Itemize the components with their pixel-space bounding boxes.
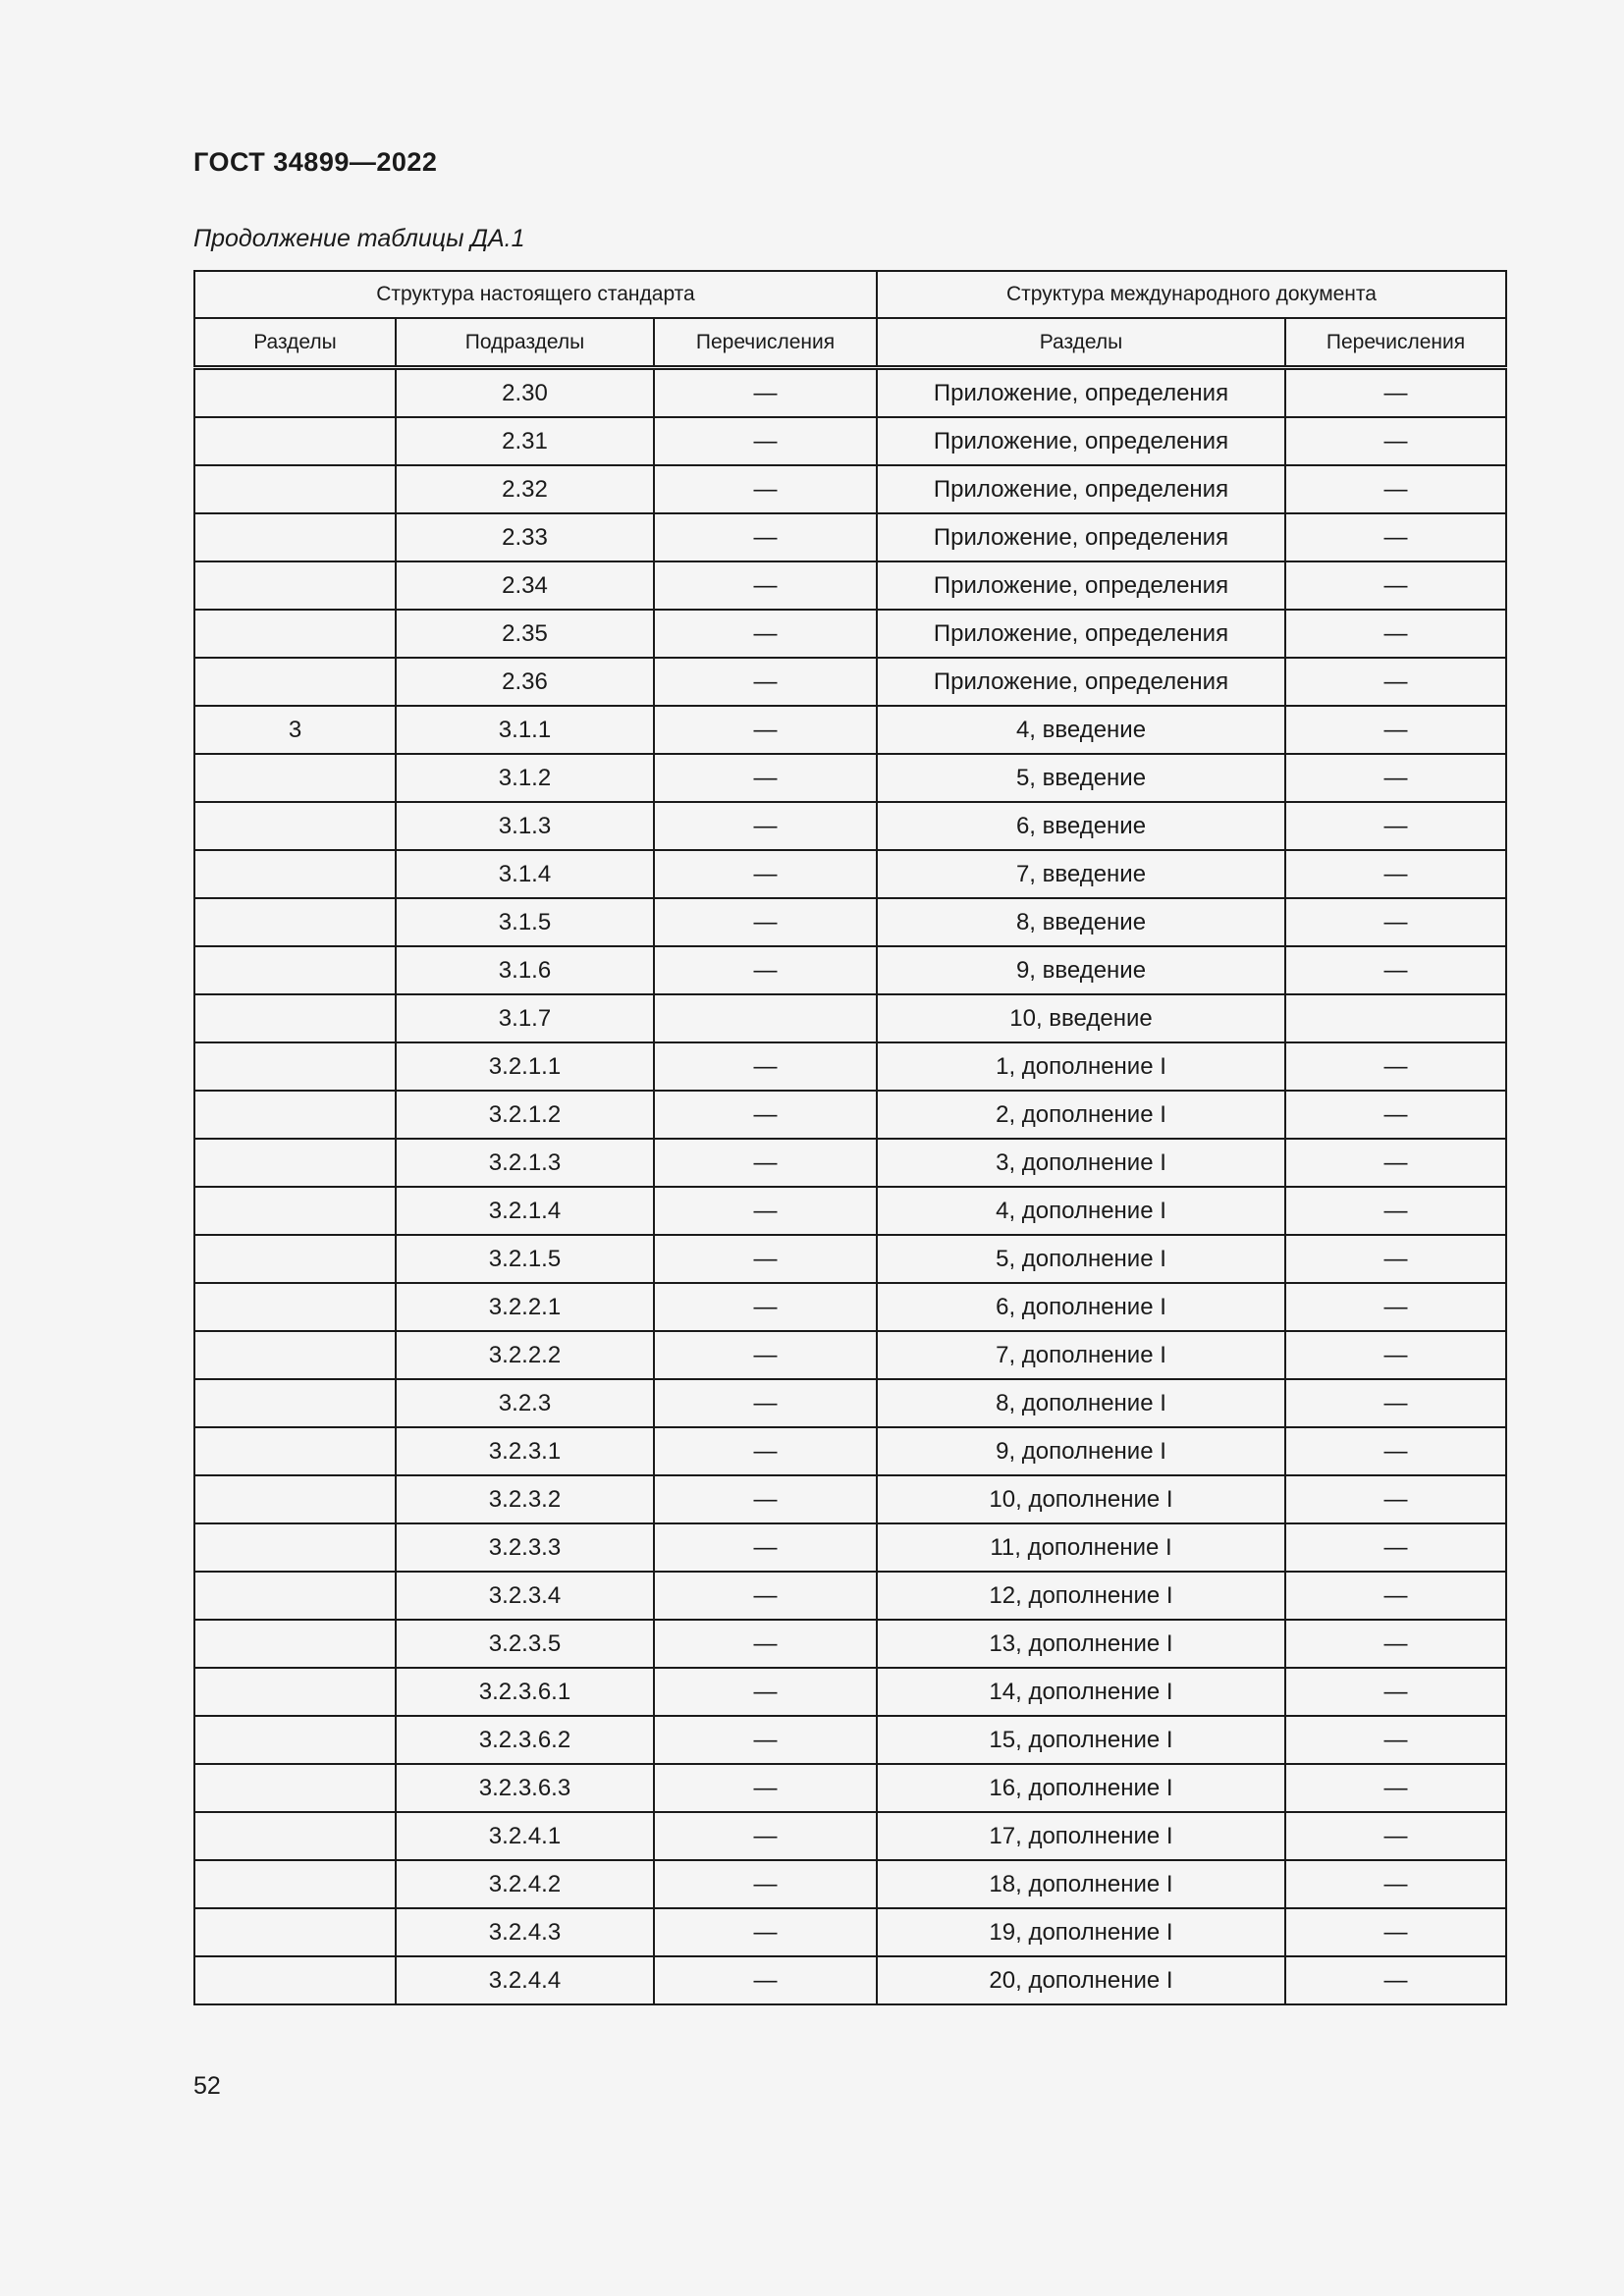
table-row bbox=[194, 1620, 1506, 1668]
table-row bbox=[194, 610, 1506, 658]
table-cell bbox=[194, 1572, 396, 1620]
table-cell bbox=[194, 994, 396, 1042]
table-cell: 3.2.2.2 bbox=[396, 1331, 654, 1379]
table-cell: — bbox=[1285, 1139, 1506, 1187]
column-header: Перечисления bbox=[1285, 318, 1506, 368]
table-cell: — bbox=[1285, 1091, 1506, 1139]
table-cell: 9, дополнение I bbox=[877, 1427, 1285, 1475]
table-cell: — bbox=[654, 754, 877, 802]
table-row bbox=[194, 1668, 1506, 1716]
table-row bbox=[194, 1283, 1506, 1331]
table-cell bbox=[194, 368, 396, 418]
table-cell: 3.1.7 bbox=[396, 994, 654, 1042]
table-cell bbox=[194, 1475, 396, 1523]
table-cell: 4, дополнение I bbox=[877, 1187, 1285, 1235]
table-cell: 3.1.2 bbox=[396, 754, 654, 802]
table-cell bbox=[194, 1860, 396, 1908]
table-cell: 19, дополнение I bbox=[877, 1908, 1285, 1956]
table-cell: — bbox=[1285, 1620, 1506, 1668]
table-row bbox=[194, 1716, 1506, 1764]
table-row bbox=[194, 1523, 1506, 1572]
table-cell: 2.36 bbox=[396, 658, 654, 706]
table-cell: — bbox=[654, 368, 877, 418]
table-cell bbox=[194, 513, 396, 561]
table-cell: — bbox=[1285, 850, 1506, 898]
table-cell bbox=[194, 802, 396, 850]
table-cell: 2.30 bbox=[396, 368, 654, 418]
table-row bbox=[194, 1764, 1506, 1812]
table-row bbox=[194, 368, 1506, 418]
table-cell bbox=[194, 1235, 396, 1283]
table-cell: 2.35 bbox=[396, 610, 654, 658]
table-cell bbox=[194, 1379, 396, 1427]
table-cell: — bbox=[654, 1283, 877, 1331]
table-cell: 11, дополнение I bbox=[877, 1523, 1285, 1572]
table-cell: 4, введение bbox=[877, 706, 1285, 754]
table-cell: 17, дополнение I bbox=[877, 1812, 1285, 1860]
table-cell: 10, дополнение I bbox=[877, 1475, 1285, 1523]
table-cell: — bbox=[1285, 1427, 1506, 1475]
table-cell: — bbox=[1285, 946, 1506, 994]
table-cell: 18, дополнение I bbox=[877, 1860, 1285, 1908]
table-cell: 3.2.1.1 bbox=[396, 1042, 654, 1091]
table-cell: — bbox=[654, 1187, 877, 1235]
table-row bbox=[194, 1475, 1506, 1523]
table-cell: Приложение, определения bbox=[877, 658, 1285, 706]
table-cell: 7, введение bbox=[877, 850, 1285, 898]
table-cell: — bbox=[654, 465, 877, 513]
correspondence-table bbox=[193, 270, 1507, 2005]
table-cell: — bbox=[1285, 658, 1506, 706]
table-cell: — bbox=[654, 1716, 877, 1764]
table-cell: 2.33 bbox=[396, 513, 654, 561]
table-cell: Приложение, определения bbox=[877, 561, 1285, 610]
table-cell: 3.2.3.3 bbox=[396, 1523, 654, 1572]
table-cell: — bbox=[654, 561, 877, 610]
document-title: ГОСТ 34899—2022 bbox=[193, 147, 438, 177]
table-cell: 7, дополнение I bbox=[877, 1331, 1285, 1379]
table-row bbox=[194, 1331, 1506, 1379]
table-row bbox=[194, 1042, 1506, 1091]
table-cell: 5, дополнение I bbox=[877, 1235, 1285, 1283]
table-cell bbox=[194, 850, 396, 898]
table-cell: — bbox=[1285, 1331, 1506, 1379]
table-cell: 13, дополнение I bbox=[877, 1620, 1285, 1668]
table-cell: 3.2.4.1 bbox=[396, 1812, 654, 1860]
table-body bbox=[194, 368, 1506, 2005]
table-cell: 20, дополнение I bbox=[877, 1956, 1285, 2004]
table-cell: 3, дополнение I bbox=[877, 1139, 1285, 1187]
table-cell: — bbox=[1285, 802, 1506, 850]
table-cell: — bbox=[654, 417, 877, 465]
table-cell: 3 bbox=[194, 706, 396, 754]
table-cell: — bbox=[654, 1475, 877, 1523]
table-cell: 3.2.2.1 bbox=[396, 1283, 654, 1331]
table-cell: 3.2.1.5 bbox=[396, 1235, 654, 1283]
table-cell: Приложение, определения bbox=[877, 465, 1285, 513]
table-column-header-row bbox=[194, 318, 1506, 368]
column-header: Подразделы bbox=[396, 318, 654, 368]
table-cell bbox=[194, 1042, 396, 1091]
column-header: Разделы bbox=[194, 318, 396, 368]
table-cell: 3.2.1.3 bbox=[396, 1139, 654, 1187]
table-cell: — bbox=[1285, 1042, 1506, 1091]
table-cell: — bbox=[1285, 1956, 1506, 2004]
table-row bbox=[194, 1956, 1506, 2004]
table-cell: — bbox=[654, 513, 877, 561]
table-cell: — bbox=[654, 1908, 877, 1956]
table-cell: 3.2.3.6.3 bbox=[396, 1764, 654, 1812]
table-cell bbox=[194, 1956, 396, 2004]
table-row bbox=[194, 513, 1506, 561]
table-cell: 6, введение bbox=[877, 802, 1285, 850]
table-cell: 12, дополнение I bbox=[877, 1572, 1285, 1620]
table-cell: — bbox=[654, 1523, 877, 1572]
table-row bbox=[194, 1908, 1506, 1956]
table-row bbox=[194, 1091, 1506, 1139]
table-row bbox=[194, 1572, 1506, 1620]
table-cell: — bbox=[654, 946, 877, 994]
table-cell bbox=[194, 561, 396, 610]
table-cell: 3.2.3.6.2 bbox=[396, 1716, 654, 1764]
table-cell: — bbox=[1285, 513, 1506, 561]
table-cell bbox=[194, 1187, 396, 1235]
table-cell: — bbox=[654, 1091, 877, 1139]
table-cell bbox=[194, 610, 396, 658]
table-cell: 3.2.3.5 bbox=[396, 1620, 654, 1668]
table-row bbox=[194, 850, 1506, 898]
table-cell: 3.2.4.2 bbox=[396, 1860, 654, 1908]
table-cell: 3.2.4.3 bbox=[396, 1908, 654, 1956]
table-cell: — bbox=[1285, 1764, 1506, 1812]
table-cell: — bbox=[1285, 1812, 1506, 1860]
table-cell: 2.34 bbox=[396, 561, 654, 610]
table-cell: — bbox=[1285, 368, 1506, 418]
table-cell: 15, дополнение I bbox=[877, 1716, 1285, 1764]
table-cell: 14, дополнение I bbox=[877, 1668, 1285, 1716]
table-cell bbox=[194, 1427, 396, 1475]
table-cell: — bbox=[654, 1764, 877, 1812]
table-cell: 3.2.1.4 bbox=[396, 1187, 654, 1235]
table-cell: 2.31 bbox=[396, 417, 654, 465]
group-header-international-document: Структура международного документа bbox=[877, 271, 1506, 318]
table-cell bbox=[194, 1812, 396, 1860]
table-cell: 3.2.3.1 bbox=[396, 1427, 654, 1475]
table-cell: — bbox=[1285, 1379, 1506, 1427]
table-cell: — bbox=[654, 1427, 877, 1475]
table-cell: Приложение, определения bbox=[877, 417, 1285, 465]
table-cell bbox=[194, 1091, 396, 1139]
table-caption: Продолжение таблицы ДА.1 bbox=[193, 225, 525, 252]
table-row bbox=[194, 1379, 1506, 1427]
table-cell: — bbox=[1285, 1668, 1506, 1716]
table-cell: — bbox=[1285, 1572, 1506, 1620]
table-row bbox=[194, 1860, 1506, 1908]
table-cell: Приложение, определения bbox=[877, 368, 1285, 418]
table-row bbox=[194, 994, 1506, 1042]
table-group-header-row bbox=[194, 271, 1506, 318]
table-row bbox=[194, 802, 1506, 850]
table-cell bbox=[194, 465, 396, 513]
table-cell: 3.1.6 bbox=[396, 946, 654, 994]
table-cell: 3.2.3.4 bbox=[396, 1572, 654, 1620]
table-row bbox=[194, 898, 1506, 946]
table-cell: — bbox=[654, 1235, 877, 1283]
table-cell: 2.32 bbox=[396, 465, 654, 513]
table-row bbox=[194, 754, 1506, 802]
table-row bbox=[194, 946, 1506, 994]
table-cell: — bbox=[654, 1620, 877, 1668]
table-cell: 5, введение bbox=[877, 754, 1285, 802]
table-cell bbox=[194, 1764, 396, 1812]
table-cell bbox=[194, 417, 396, 465]
table-cell: — bbox=[654, 610, 877, 658]
table-cell bbox=[194, 1908, 396, 1956]
table-cell: — bbox=[654, 658, 877, 706]
table-cell: 6, дополнение I bbox=[877, 1283, 1285, 1331]
table-cell: 1, дополнение I bbox=[877, 1042, 1285, 1091]
table-row bbox=[194, 1427, 1506, 1475]
table-cell: — bbox=[654, 850, 877, 898]
table-cell: Приложение, определения bbox=[877, 610, 1285, 658]
table-cell: — bbox=[654, 706, 877, 754]
table-row bbox=[194, 1812, 1506, 1860]
table-cell: 8, введение bbox=[877, 898, 1285, 946]
table-cell: — bbox=[1285, 754, 1506, 802]
table-row bbox=[194, 561, 1506, 610]
table-cell: 3.2.1.2 bbox=[396, 1091, 654, 1139]
table-cell: 3.2.3.2 bbox=[396, 1475, 654, 1523]
table-cell: — bbox=[1285, 706, 1506, 754]
table-cell: — bbox=[1285, 610, 1506, 658]
table-cell: — bbox=[654, 1812, 877, 1860]
table-cell bbox=[194, 1620, 396, 1668]
table-cell: 3.1.4 bbox=[396, 850, 654, 898]
table-row bbox=[194, 1139, 1506, 1187]
table-cell: 3.2.4.4 bbox=[396, 1956, 654, 2004]
table-cell bbox=[194, 898, 396, 946]
table-row bbox=[194, 706, 1506, 754]
table-cell: 10, введение bbox=[877, 994, 1285, 1042]
table-cell bbox=[194, 1139, 396, 1187]
table-cell bbox=[1285, 994, 1506, 1042]
table-cell bbox=[194, 1331, 396, 1379]
table-cell: 3.1.1 bbox=[396, 706, 654, 754]
table-cell: — bbox=[1285, 1475, 1506, 1523]
page-number: 52 bbox=[193, 2072, 221, 2100]
table-cell: — bbox=[1285, 417, 1506, 465]
table-cell: — bbox=[654, 1139, 877, 1187]
table-cell: 2, дополнение I bbox=[877, 1091, 1285, 1139]
table-cell: — bbox=[1285, 1187, 1506, 1235]
table-cell: — bbox=[1285, 898, 1506, 946]
column-header: Перечисления bbox=[654, 318, 877, 368]
table-cell: — bbox=[654, 1860, 877, 1908]
table-cell: 3.1.5 bbox=[396, 898, 654, 946]
table-cell: 8, дополнение I bbox=[877, 1379, 1285, 1427]
table-cell: — bbox=[1285, 1523, 1506, 1572]
table-row bbox=[194, 1235, 1506, 1283]
table-cell bbox=[194, 946, 396, 994]
group-header-this-standard: Структура настоящего стандарта bbox=[194, 271, 877, 318]
table-cell: — bbox=[654, 1331, 877, 1379]
table-cell: — bbox=[1285, 561, 1506, 610]
table-cell: 3.1.3 bbox=[396, 802, 654, 850]
table-row bbox=[194, 417, 1506, 465]
table-cell: 3.2.3 bbox=[396, 1379, 654, 1427]
table-cell: — bbox=[1285, 1860, 1506, 1908]
table-cell: — bbox=[1285, 1908, 1506, 1956]
table-cell: — bbox=[654, 1668, 877, 1716]
table-cell bbox=[194, 1668, 396, 1716]
table-row bbox=[194, 1187, 1506, 1235]
table-row bbox=[194, 658, 1506, 706]
table-row bbox=[194, 465, 1506, 513]
table-cell: — bbox=[1285, 465, 1506, 513]
table-cell bbox=[194, 1523, 396, 1572]
table-cell: — bbox=[654, 1042, 877, 1091]
table-cell: 16, дополнение I bbox=[877, 1764, 1285, 1812]
table-cell: — bbox=[654, 802, 877, 850]
table-cell bbox=[194, 1716, 396, 1764]
table-cell bbox=[654, 994, 877, 1042]
table-cell: — bbox=[654, 1956, 877, 2004]
table-cell: — bbox=[1285, 1716, 1506, 1764]
table-cell bbox=[194, 1283, 396, 1331]
table-cell: — bbox=[1285, 1235, 1506, 1283]
table-cell bbox=[194, 754, 396, 802]
table-cell: Приложение, определения bbox=[877, 513, 1285, 561]
table-cell: — bbox=[654, 1572, 877, 1620]
table-cell: — bbox=[654, 1379, 877, 1427]
table-cell: 3.2.3.6.1 bbox=[396, 1668, 654, 1716]
table-cell: — bbox=[1285, 1283, 1506, 1331]
table-cell bbox=[194, 658, 396, 706]
table-cell: 9, введение bbox=[877, 946, 1285, 994]
column-header: Разделы bbox=[877, 318, 1285, 368]
table-cell: — bbox=[654, 898, 877, 946]
